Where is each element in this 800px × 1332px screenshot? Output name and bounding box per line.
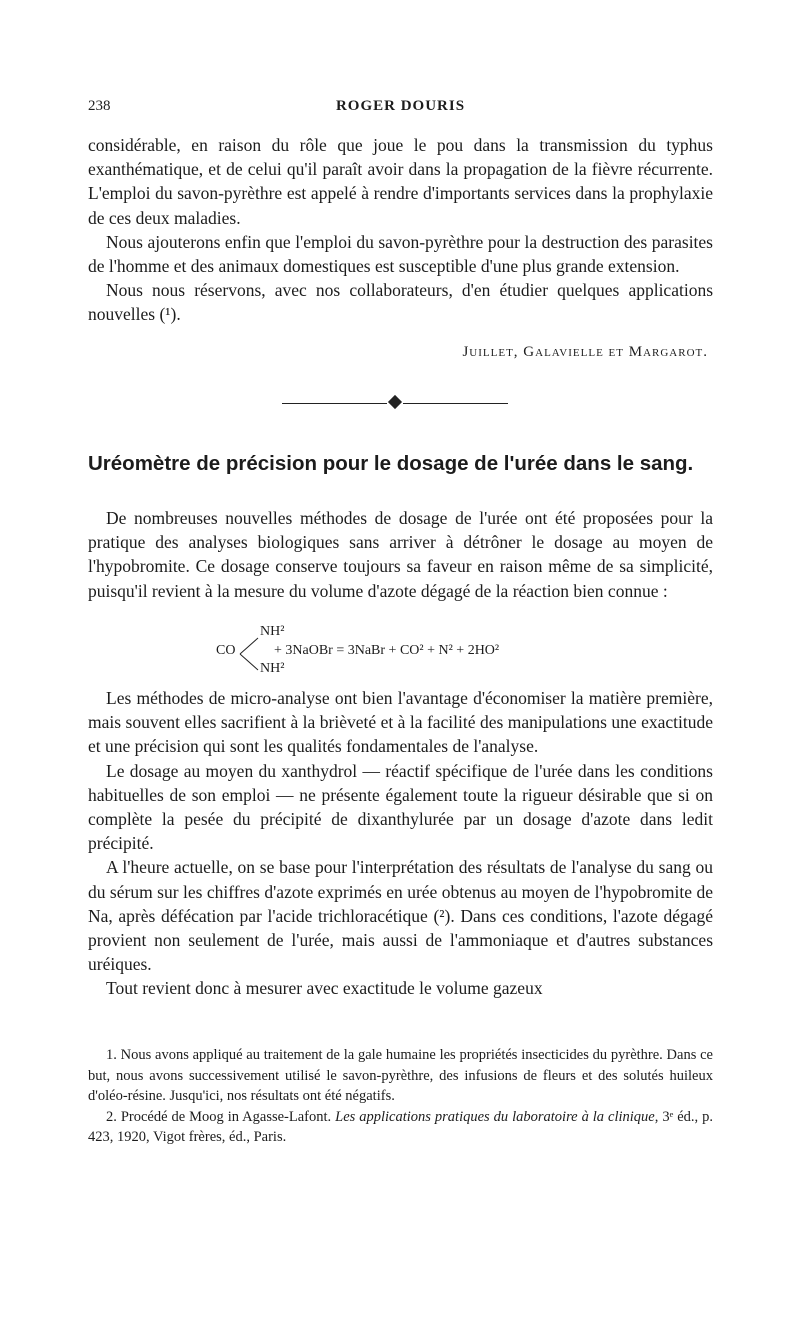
formula-bottom-group: NH² — [260, 661, 285, 676]
footnote-2-prefix: 2. Procédé de Moog in Agasse-Lafont. — [106, 1108, 332, 1125]
article2-intro: De nombreuses nouvelles méthodes de dosage de l'urée ont été proposées pour la pratique des analyses biologiques sans arriver à détrôner le dosage au moyen de l'hypobromite. Ce dosage conserve toujours sa faveur en raison même de sa simplicité, puisqu'il revient à la mesure du volume d'azote dégagé de la réaction bien connue : — [88, 508, 713, 601]
formula-branch-icon — [238, 634, 260, 674]
article1-paragraph: considérable, en raison du rôle que joue le pou dans la transmission du typhus exanthématique, et de celui qu'il paraît avoir dans la propagation de la fièvre récurrente. L'emploi du savon-pyrèthre est appelé à rendre d'importants services dans la prophylaxie de ces deux maladies. — [88, 135, 713, 228]
footnote-2-title: Les applications pratiques du laboratoire à la clinique — [335, 1108, 655, 1125]
article1-paragraph: Nous ajouterons enfin que l'emploi du savon-pyrèthre pour la destruction des parasites de l'homme et des animaux domestiques est susceptible d'une plus grande extension. — [88, 231, 713, 277]
formula-prefix: CO — [216, 643, 236, 658]
chemical-equation — [210, 624, 630, 678]
article2-paragraph: Le dosage au moyen du xanthydrol — réactif spécifique de l'urée dans les conditions habituelles de son emploi — ne présente également toute la rigueur désirable que si on complète la pesée du précipité de dixanthylurée par un dosage d'azote dans ledit précipité. — [88, 760, 713, 854]
page-number: 238 — [88, 98, 111, 114]
formula-rest: + 3NaOBr = 3NaBr + CO² + N² + 2HO² — [274, 643, 500, 658]
article1-text — [88, 133, 713, 327]
footnote-1: 1. Nous avons appliqué au traitement de la gale humaine les propriétés insecticides du pyrèthre. Dans ce but, nous avons successivement utilisé le savon-pyrèthre, des infusions de fleurs et des solutés huileux d'oléo-résine. Jusqu'ici, nos résultats ont été négatifs. — [88, 1047, 713, 1104]
section-divider — [282, 394, 512, 414]
article2-paragraph: Les méthodes de micro-analyse ont bien l'avantage d'économiser la matière première, mais souvent elles sacrifient à la brièveté et à la facilité des manipulations une exactitude et une précision qui sont les qualités fondamentales de l'analyse. — [88, 688, 713, 757]
article2-paragraph: A l'heure actuelle, on se base pour l'interprétation des résultats de l'analyse du sang ou du sérum sur les chiffres d'azote exprimés en urée obtenus au moyen de l'hypobromite de Na, après défécation par l'acide trichloracétique (²). Dans ces conditions, l'azote dégagé provient non seulement de l'urée, mais aussi de l'ammoniaque et d'autres substances uréiques. — [88, 857, 713, 975]
formula-top-group: NH² — [260, 624, 285, 639]
article2-text — [88, 686, 713, 1001]
divider-rule-right — [403, 403, 508, 404]
article1-signature: Juillet, Galavielle et Margarot. — [462, 344, 708, 360]
article2-paragraph: Tout revient donc à mesurer avec exactitude le volume gazeux — [106, 978, 543, 999]
footnotes — [88, 1045, 713, 1148]
running-title: ROGER DOURIS — [335, 98, 466, 114]
article2-intro-block — [88, 506, 713, 603]
footnote-2 — [88, 1107, 713, 1148]
article1-paragraph: Nous nous réservons, avec nos collaborateurs, d'en étudier quelques applications nouvelles (¹). — [88, 280, 713, 325]
diamond-icon — [388, 395, 402, 409]
divider-rule-left — [282, 403, 387, 404]
article2-title: Uréomètre de précision pour le dosage de l'urée dans le sang. — [88, 452, 694, 475]
footnote-2-suffix: , 3ᵉ éd., p. 423, 1920, Vigot frères, éd., Paris. — [88, 1108, 714, 1145]
running-header — [88, 98, 713, 122]
